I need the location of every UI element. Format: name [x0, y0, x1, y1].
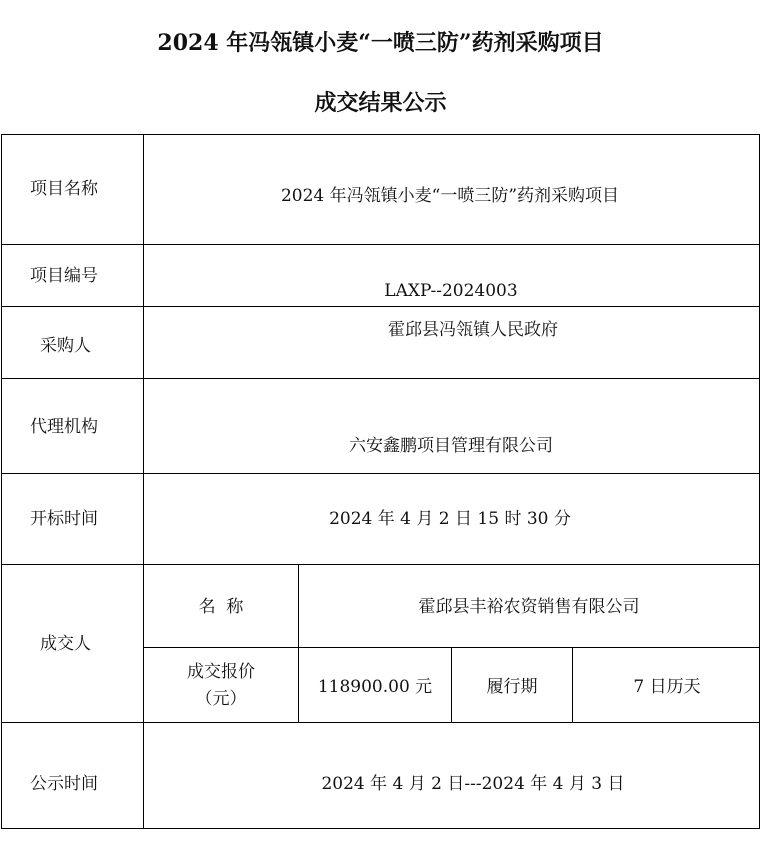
- row-divider: [1, 473, 760, 474]
- table-border-top: [1, 134, 760, 135]
- winner-label: 成交人: [40, 634, 91, 654]
- opening-time-label: 开标时间: [30, 509, 98, 529]
- document-title: 2024 年冯瓴镇小麦“一喷三防”药剂采购项目: [157, 30, 604, 56]
- document-subtitle: 成交结果公示: [314, 90, 447, 116]
- row-divider: [1, 564, 760, 565]
- agency-value: 六安鑫鹏项目管理有限公司: [349, 436, 553, 456]
- row-divider: [1, 378, 760, 379]
- price-label: 成交报价: [187, 662, 255, 682]
- table-border-left: [1, 134, 2, 829]
- winner-name-value: 霍邱县丰裕农资销售有限公司: [418, 597, 640, 617]
- row-divider: [1, 306, 760, 307]
- column-divider: [572, 647, 573, 723]
- period-value: 7 日历天: [633, 677, 701, 697]
- project-name-value: 2024 年冯瓴镇小麦“一喷三防”药剂采购项目: [280, 186, 620, 206]
- notice-time-value: 2024 年 4 月 2 日---2024 年 4 月 3 日: [321, 774, 625, 794]
- purchaser-value: 霍邱县冯瓴镇人民政府: [388, 320, 558, 340]
- price-label-unit: （元）: [195, 689, 247, 709]
- table-border-bottom: [1, 828, 760, 829]
- column-divider: [143, 134, 144, 829]
- period-label: 履行期: [486, 677, 538, 697]
- opening-time-value: 2024 年 4 月 2 日 15 时 30 分: [329, 509, 571, 529]
- price-value: 118900.00 元: [317, 677, 433, 697]
- row-divider: [1, 244, 760, 245]
- purchaser-label: 采购人: [40, 336, 91, 356]
- notice-time-label: 公示时间: [30, 774, 98, 794]
- column-divider: [451, 647, 452, 723]
- project-number-value: LAXP--2024003: [384, 281, 518, 301]
- row-divider: [1, 722, 760, 723]
- winner-name-label: 名 称: [198, 597, 244, 617]
- table-border-right: [759, 134, 760, 829]
- agency-label: 代理机构: [30, 417, 98, 437]
- project-name-label: 项目名称: [30, 179, 98, 199]
- column-divider: [298, 564, 299, 723]
- project-number-label: 项目编号: [30, 266, 98, 286]
